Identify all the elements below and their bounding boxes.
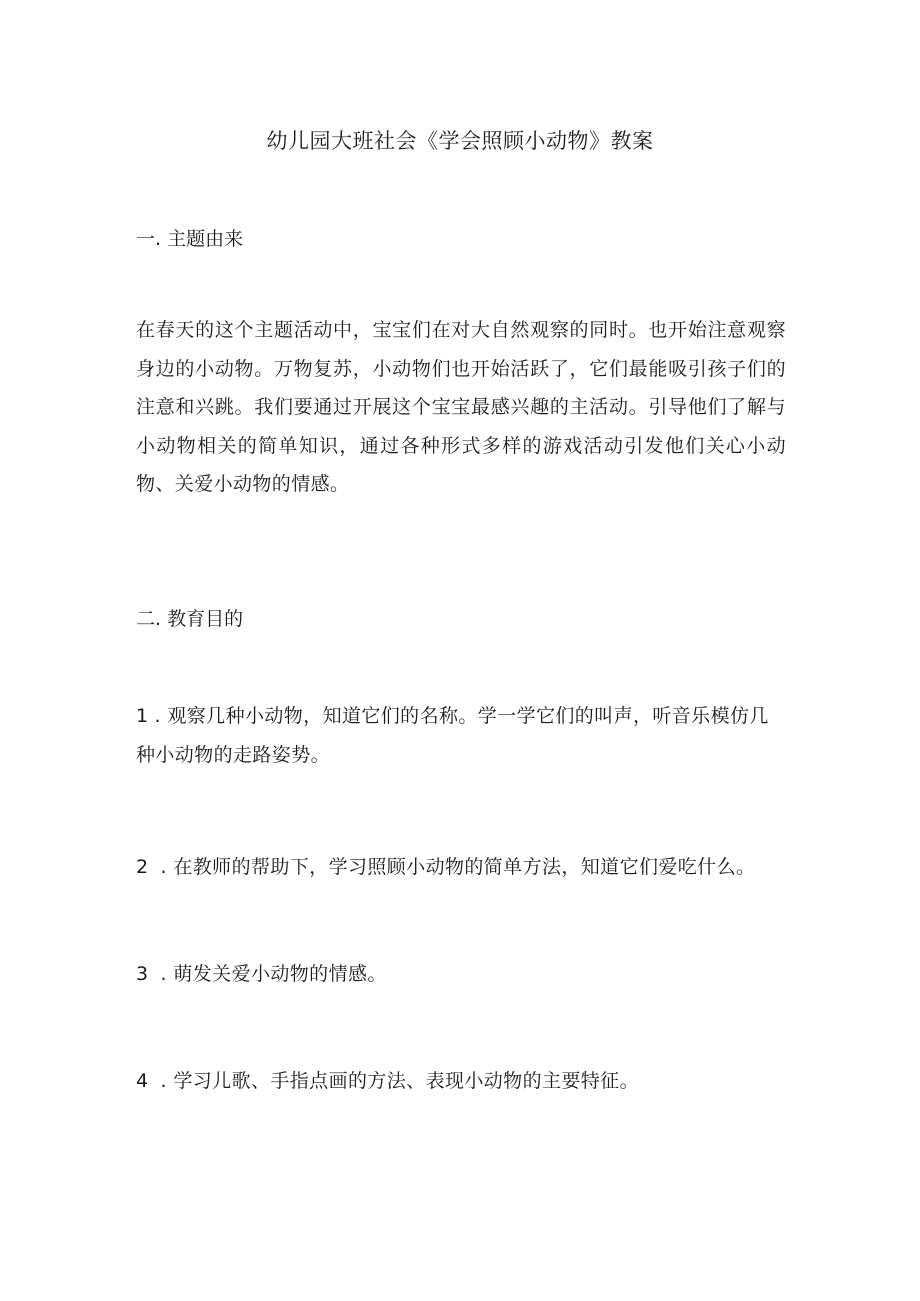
goal-item-3 <box>136 955 786 994</box>
goal-number: 3 <box>136 963 149 985</box>
goal-number: 1 <box>136 705 149 727</box>
section-heading-goals: 二. 教育目的 <box>136 608 244 630</box>
goal-number: 2 <box>136 856 149 878</box>
section-heading-origin: 一. 主题由来 <box>136 228 244 250</box>
goal-number: 4 <box>136 1070 149 1092</box>
origin-paragraph: 在春天的这个主题活动中，宝宝们在对大自然观察的同时。也开始注意观察身边的小动物。万物复苏，小动物们也开始活跃了，它们最能吸引孩子们的注意和兴跳。我们要通过开展这个宝宝最感兴趣的主活动。引导他们了解与小动物相关的简单知识，通过各种形式多样的游戏活动引发他们关心小动物、关爱小动物的情感。 <box>136 319 786 495</box>
goal-text: . 在教师的帮助下，学习照顾小动物的简单方法，知道它们爱吃什么。 <box>160 856 756 878</box>
document-title: 幼儿园大班社会《学会照顾小动物》教案 <box>266 129 654 153</box>
goal-text: . 萌发关爱小动物的情感。 <box>160 963 387 985</box>
goal-text: . 学习儿歌、手指点画的方法、表现小动物的主要特征。 <box>160 1070 639 1092</box>
goal-text: . 观察几种小动物，知道它们的名称。学一学它们的叫声，听音乐模仿几种小动物的走路姿势。 <box>136 705 769 766</box>
goal-item-4 <box>136 1062 786 1101</box>
goal-item-2 <box>136 848 786 887</box>
goal-item-1 <box>136 697 786 774</box>
